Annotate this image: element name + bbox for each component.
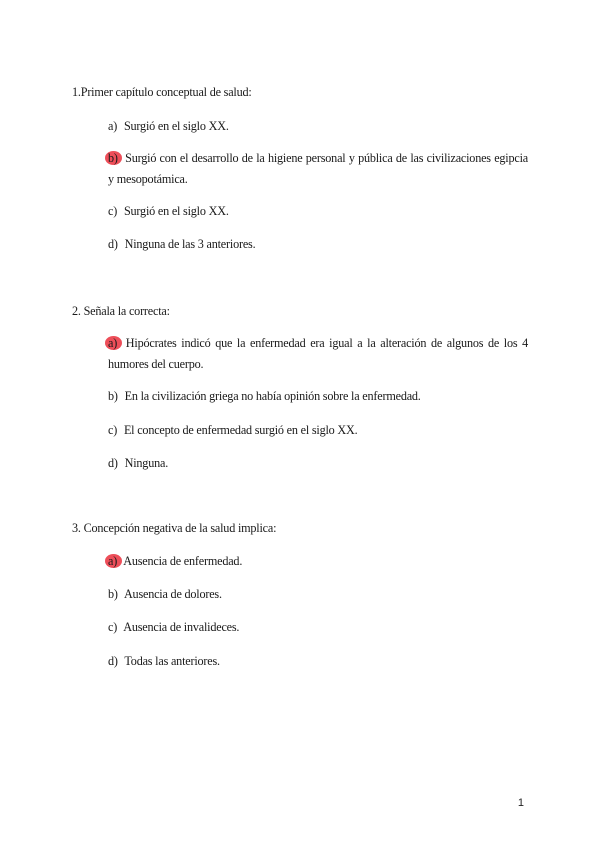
option-letter: b) [108,389,118,403]
option-text: Ninguna. [124,456,169,470]
question-3-option-a [108,551,528,572]
option-text: Ausencia de dolores. [123,587,222,601]
option-text: Ausencia de enfermedad. [123,554,243,568]
option-letter: d) [108,456,118,470]
question-1-title: 1.Primer capítulo conceptual de salud: [72,85,252,99]
question-3-option-c [108,617,528,638]
option-text: Hipócrates indicó que la enfermedad era igual a la alteración de algunos de los 4 humores del cuerpo. [108,336,528,371]
page-number: 1 [517,797,524,809]
option-text: Surgió con el desarrollo de la higiene personal y pública de las civilizaciones egipcia y mesopotámica. [108,151,528,186]
option-letter: c) [108,204,118,218]
option-text: El concepto de enfermedad surgió en el siglo XX. [123,423,358,437]
question-1 [72,82,532,102]
question-1-option-d [108,234,528,255]
question-1-option-c [108,201,528,222]
option-text: Ninguna de las 3 anteriores. [124,237,256,251]
question-1-option-b [108,148,528,190]
question-2-option-a [108,333,528,375]
option-letter-highlighted: a) [108,333,117,354]
question-2-title: 2. Señala la correcta: [72,304,170,318]
question-2-option-c [108,420,528,441]
question-2 [72,301,532,321]
option-letter: d) [108,237,118,251]
question-1-option-a [108,116,528,137]
option-text: Ausencia de invalideces. [123,620,240,634]
question-3-option-b [108,584,528,605]
option-letter: c) [108,423,118,437]
option-text: Todas las anteriores. [124,654,220,668]
question-3-option-d [108,651,528,672]
option-text: Surgió en el siglo XX. [123,204,229,218]
question-3-title: 3. Concepción negativa de la salud implica: [72,521,277,535]
question-3 [72,518,532,538]
option-text: Surgió en el siglo XX. [123,119,229,133]
option-letter-highlighted: a) [108,551,117,572]
option-letter: c) [108,620,118,634]
option-letter: a) [108,119,118,133]
question-2-option-b [108,386,528,407]
option-letter: b) [108,587,118,601]
option-text: En la civilización griega no había opinión sobre la enfermedad. [124,389,421,403]
question-2-option-d [108,453,528,474]
option-letter: d) [108,654,118,668]
option-letter-highlighted: b) [108,148,118,169]
